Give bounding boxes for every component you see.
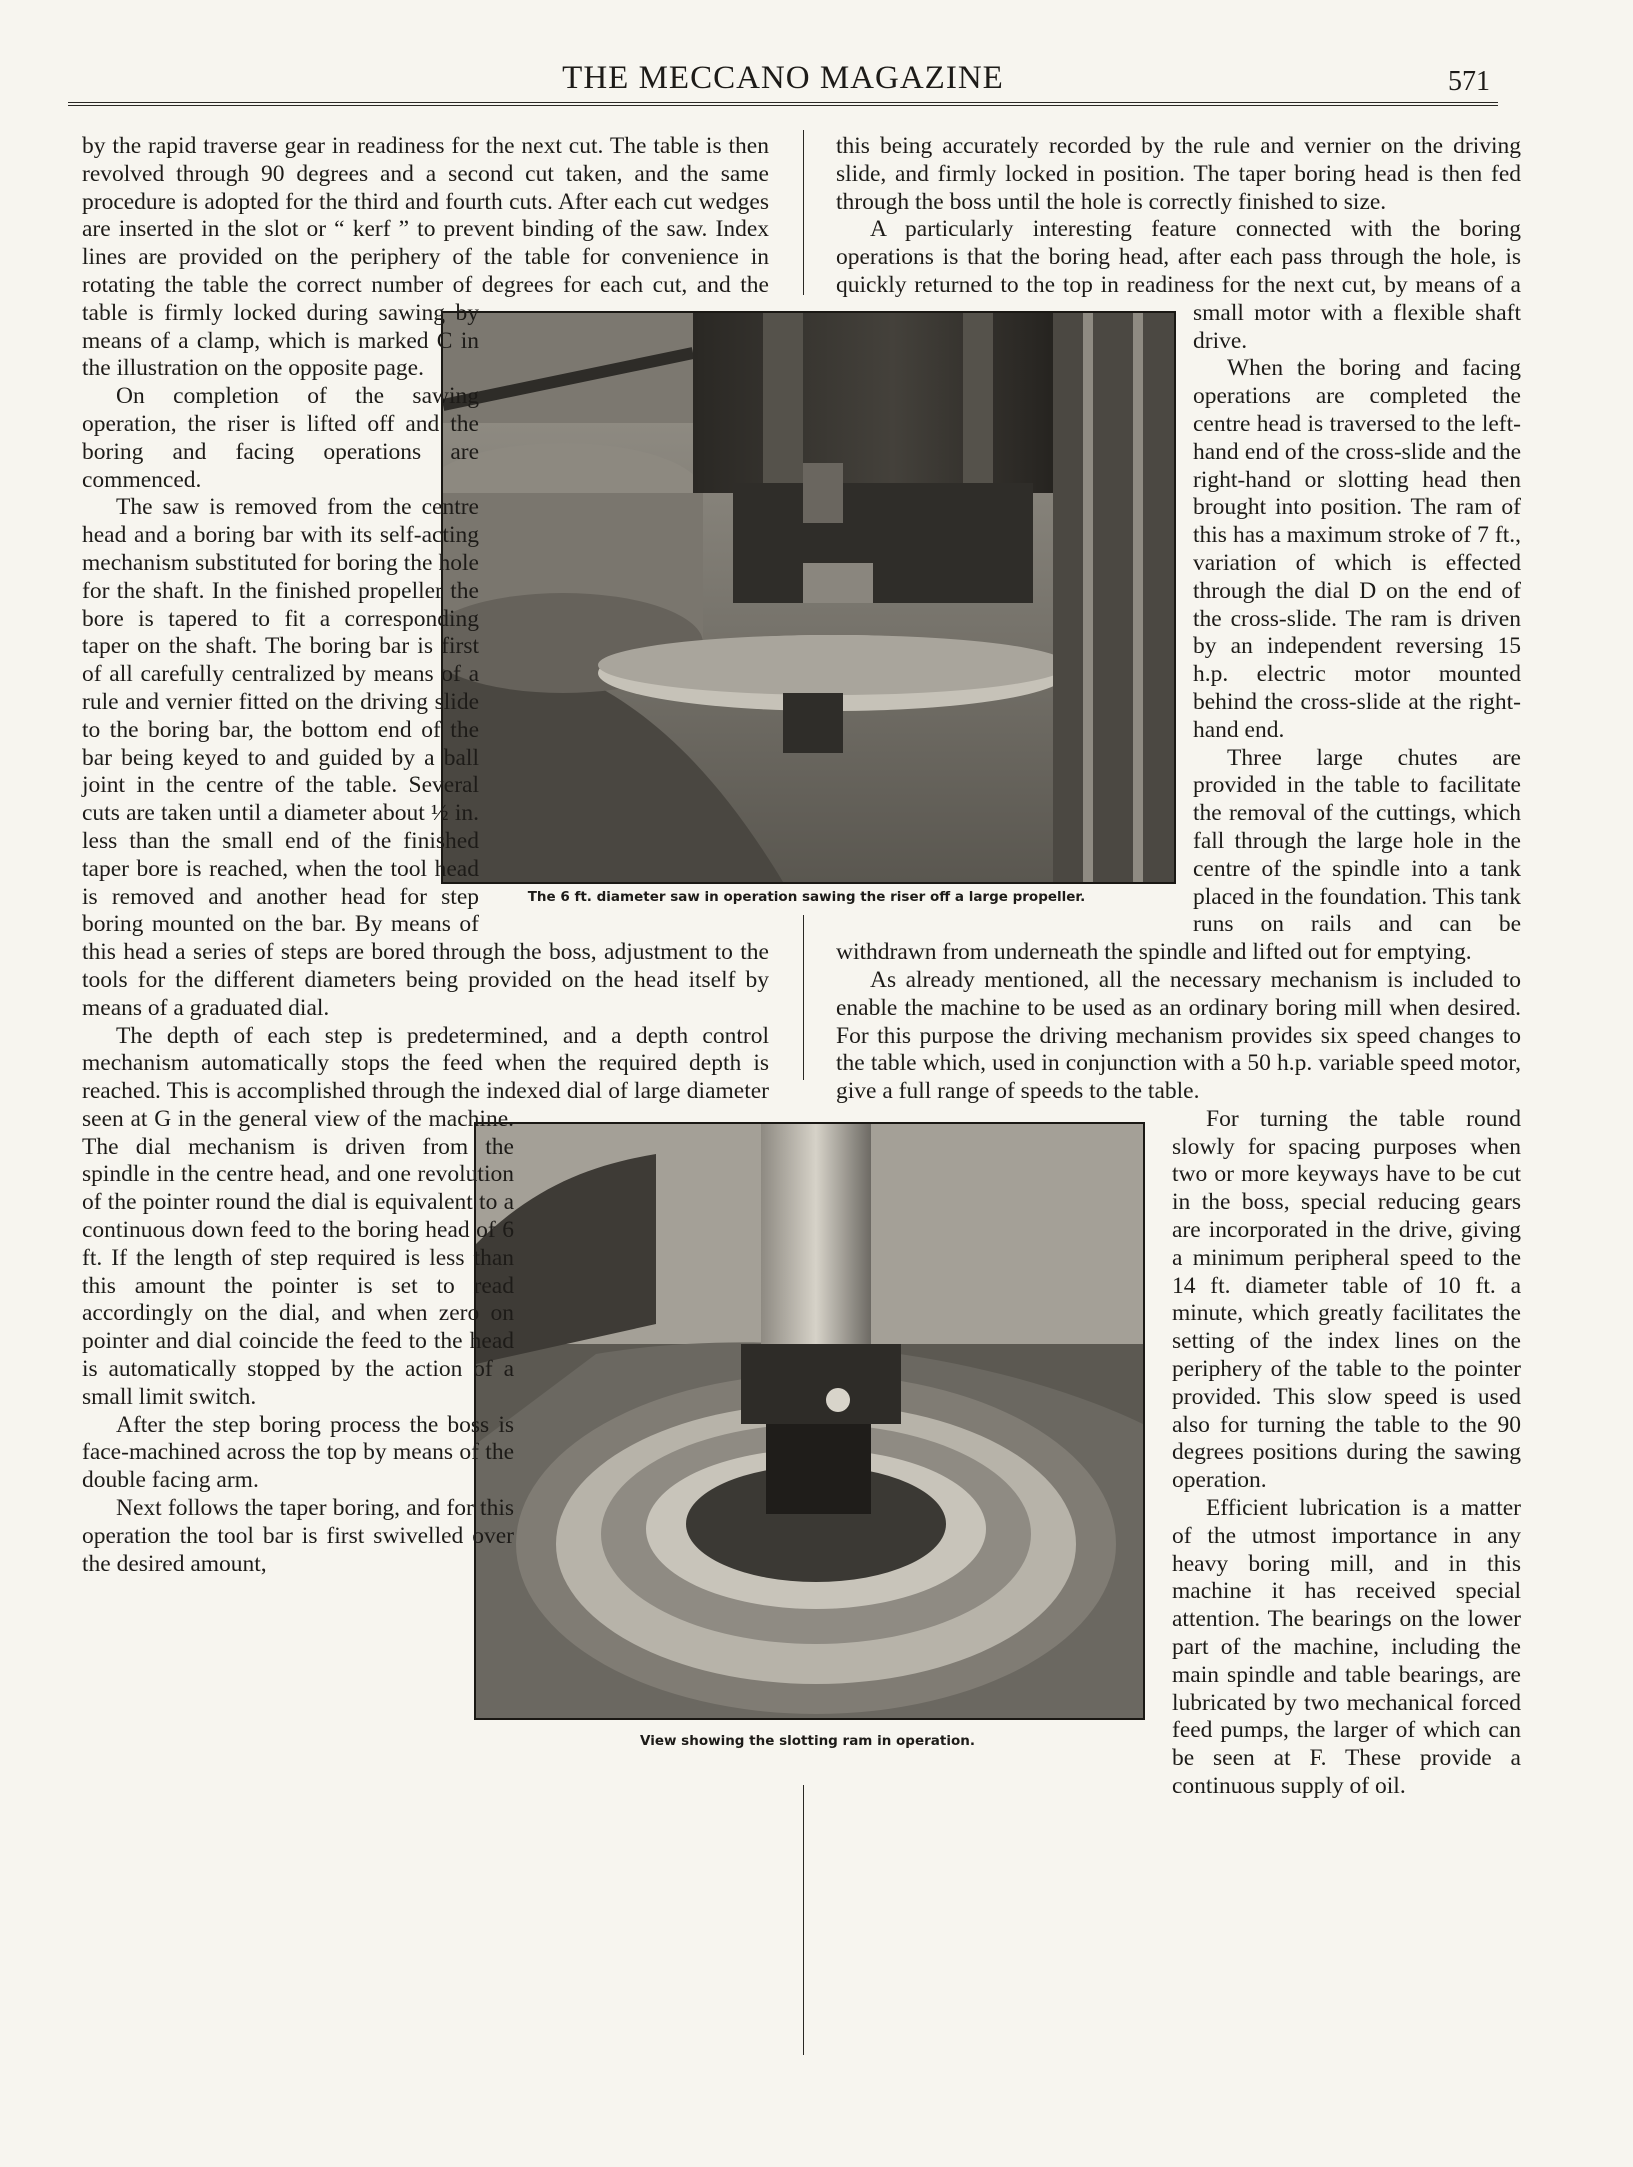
left-paragraph-3: The saw is removed from the centre head and a boring bar with its self-acting mechanism substituted for boring the hole for the shaft. In the finished propeller the bore is tapered to fit a corresponding taper on the shaft. The boring bar is first of all carefully centralized by means of a rule and vernier fitted on the driving slide to the boring bar, the bottom end of the bar being keyed to and guided by a ball joint in the centre of the table. Several cuts are taken until a diameter about ½ in. less than the small end of the finished taper bore is reached, when the tool head is removed and another head for step boring mounted on the bar. By means of this head a series of steps are bored through the boss, adjustment to the tools for the different diameters being provided on the head itself by means of a graduated dial. [82,494,769,1021]
saw-photo-wrap-spacer [479,305,769,913]
page-header [68,58,1498,106]
right-paragraph-4: Three large chutes are provided in the table to facilitate the removal of the cuttings, which fall through the large hole in the centre of the spindle into a tank placed in the foundation. This tank runs on rails and can be withdrawn from underneath the spindle and lifted out for emptying. [836,744,1521,966]
left-column [82,133,769,1816]
left-paragraph-1: by the rapid traverse gear in readiness for the next cut. The table is then revolved through 90 degrees and a second cut taken, and the same procedure is adopted for the third and fourth cuts. After each cut wedges are inserted in the slot or “ kerf ” to prevent binding of the saw. Index lines are provided on the periphery of the table for convenience in rotating the table the correct number of degrees for each cut, and the table is firmly locked during sawing by means of a clamp, which is marked C in the illustration on the opposite page. [82,133,769,382]
right-paragraph-6: For turning the table round slowly for spacing purposes when two or more keyways have to be cut in the boss, special reducing gears are incorporated in the drive, giving a minimum peripheral speed to the 14 ft. diameter table of 10 ft. a minute, which greatly facilitates the setting of the index lines on the periphery of the table to the pointer provided. This slow speed is used also for turning the table to the 90 degrees positions during the sawing operation. [1172,1105,1521,1494]
saw-photo-wrap-spacer-right [836,305,1193,913]
left-paragraph-6: Next follows the taper boring, and for this operation the tool bar is first swivelled over the desired amount, [82,1495,514,1577]
left-paragraph-4: The depth of each step is predetermined, and a depth control mechanism automatically stops the feed when the required depth is reached. This is accomplished through the indexed dial of large diameter seen at G in the general view of the machine. The dial mechanism is driven from the spindle in the centre head, and one revolution of the pointer round the dial is equivalent to a continuous down feed to the boring head of 6 ft. If the length of step required is less than this amount the pointer is set to read accordingly on the dial, and when zero on pointer and dial coincide the feed to the head is automatically stopped by the action of a small limit switch. [82,1022,769,1410]
left-paragraph-5: After the step boring process the boss is face-machined across the top by means of the double facing arm. [82,1411,514,1494]
right-paragraph-5: As already mentioned, all the necessary mechanism is included to enable the machine to be used as an ordinary boring mill when desired. For this purpose the driving mechanism provides six speed changes to the table which, used in conjunction with a 50 h.p. variable speed motor, give a full range of speeds to the table. [836,966,1521,1105]
page-number: 571 [1448,66,1490,97]
saw-photo-caption: The 6 ft. diameter saw in operation sawing the riser off a large propeller. [527,889,1086,905]
column-rule-top [803,130,804,295]
slotting-ram-photo-caption: View showing the slotting ram in operation. [640,1733,975,1749]
right-paragraph-7: Efficient lubrication is a matter of the utmost importance in any heavy boring mill, and in this machine it has received special attention. The bearings on the lower part of the machine, including the main spindle and table bearings, are lubricated by two mechanical forced feed pumps, the larger of which can be seen at F. These provide a continuous supply of oil. [1172,1495,1521,1800]
magazine-title: THE MECCANO MAGAZINE [562,60,1004,96]
column-rule-bottom [803,1785,804,2055]
left-paragraph-2: On completion of the sawing operation, the riser is lifted off and the boring and facing operations are commenced. [82,383,479,493]
right-paragraph-2: A particularly interesting feature connected with the boring operations is that the boring head, after each pass through the hole, is quickly returned to the top in readiness for the next cut, by means of a small motor with a flexible shaft drive. [836,216,1521,354]
right-paragraph-3: When the boring and facing operations are completed the centre head is traversed to the left-hand end of the cross-slide and the right-hand or slotting head then brought into position. The ram of this has a maximum stroke of 7 ft., variation of which is effected through the dial D on the end of the cross-slide. The ram is driven by an independent reversing 15 h.p. electric motor mounted behind the cross-slide at the right-hand end. [1193,355,1521,743]
right-paragraph-1: this being accurately recorded by the rule and vernier on the driving slide, and firmly locked in position. The taper boring head is then fed through the boss until the hole is correctly finished to size. [836,133,1521,215]
right-column [836,133,1521,1816]
slotting-photo-wrap-spacer-right [836,1124,1172,1816]
slotting-photo-wrap-spacer [514,1124,769,1816]
column-rule-middle [803,915,804,1080]
